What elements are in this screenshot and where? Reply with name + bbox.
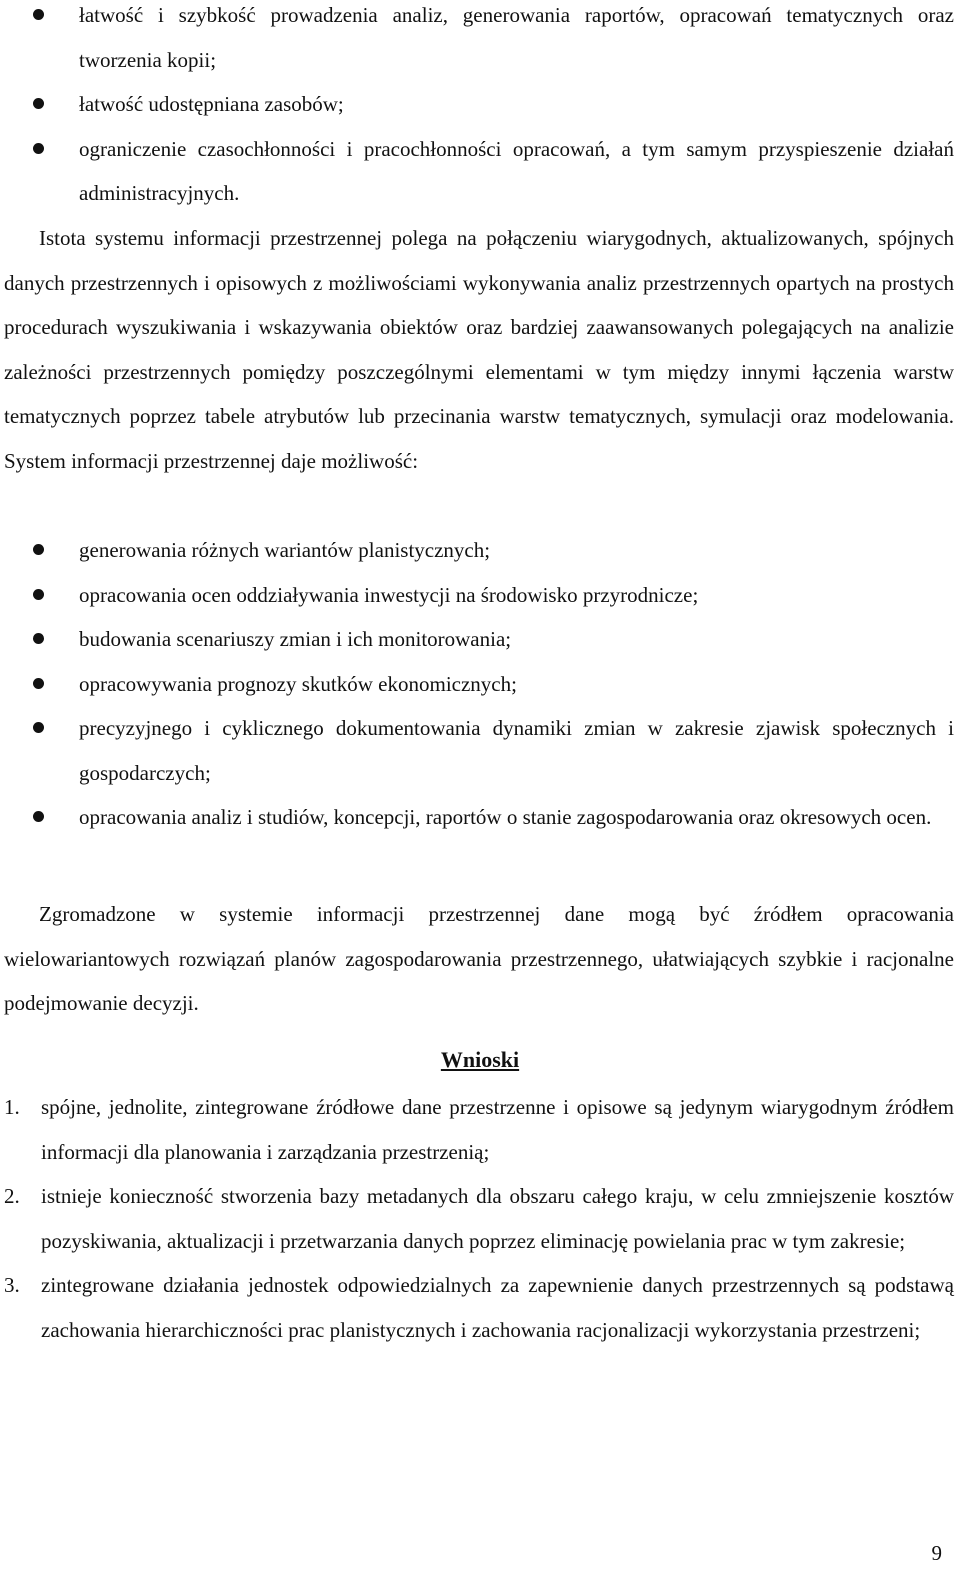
bullet-icon (33, 143, 44, 154)
conclusion-text: zintegrowane działania jednostek odpowiedzialnych za zapewnienie danych przestrzennych są podstawą zachowania hierarchiczności prac planistycznych i zachowania racjonalizacji wykorzystania przestrzeni; (41, 1273, 954, 1342)
bullet-item (4, 617, 954, 662)
bullet-icon (33, 633, 44, 644)
conclusion-number: 1. (4, 1095, 20, 1119)
conclusions-heading: Wnioski (440, 1047, 520, 1072)
paragraph-istota: Istota systemu informacji przestrzennej polega na połączeniu wiarygodnych, aktualizowanych, spójnych danych przestrzennych i opisowych z możliwościami wykonywania analiz przestrzennych opartych na prostych procedurach wyszukiwania i wskazywania obiektów oraz bardziej zaawansowanych polegających na analizie zależności przestrzennych pomiędzy poszczególnymi elementami w tym między innymi łączenia warstw tematycznych poprzez tabele atrybutów lub przecinania warstw tematycznych, symulacji oraz modelowania. System informacji przestrzennej daje możliwość: (4, 226, 954, 473)
bullet-item (4, 0, 954, 82)
top-bullet-section (4, 0, 954, 216)
conclusion-text: spójne, jednolite, zintegrowane źródłowe dane przestrzenne i opisowe są jedynym wiarygodnym źródłem informacji dla planowania i zarządzania przestrzenią; (41, 1095, 954, 1164)
bullet-text: łatwość udostępniana zasobów; (79, 92, 344, 116)
bullet-text: opracowania ocen oddziaływania inwestycji na środowisko przyrodnicze; (79, 582, 699, 607)
bullet-item (4, 706, 954, 795)
middle-bullet-list (4, 528, 954, 840)
paragraph-zgromadzone: Zgromadzone w systemie informacji przestrzennej dane mogą być źródłem opracowania wielowariantowych rozwiązań planów zagospodarowania przestrzennego, ułatwiających szybkie i racjonalne podejmowanie decyzji. (4, 902, 954, 1015)
bullet-icon (33, 811, 44, 822)
conclusion-item (4, 1085, 954, 1174)
bullet-icon (33, 544, 44, 555)
middle-bullet-section (4, 528, 954, 840)
bullet-item (4, 127, 954, 216)
bullet-icon (33, 678, 44, 689)
page-number: 9 (931, 1541, 942, 1565)
bullet-item (4, 528, 954, 573)
bullet-item (4, 662, 954, 707)
bullet-icon (33, 98, 44, 109)
conclusions-section (4, 1085, 954, 1352)
conclusion-number: 2. (4, 1184, 20, 1208)
conclusion-number: 3. (4, 1273, 20, 1297)
top-bullet-list (4, 0, 954, 216)
bullet-item (4, 795, 954, 840)
conclusions-list (4, 1085, 954, 1352)
bullet-text: generowania różnych wariantów planistycznych; (79, 538, 491, 562)
conclusion-item (4, 1174, 954, 1263)
bullet-text: opracowania analiz i studiów, koncepcji, raportów o stanie zagospodarowania oraz okresowych ocen. (79, 805, 932, 829)
bullet-text: precyzyjnego i cyklicznego dokumentowania dynamiki zmian w zakresie zjawisk społecznych i gospodarczych; (79, 716, 954, 785)
bullet-item (4, 573, 954, 618)
bullet-text: ograniczenie czasochłonności i pracochłonności opracowań, a tym samym przyspieszenie działań administracyjnych. (79, 136, 954, 205)
bullet-icon (33, 722, 44, 733)
bullet-text: opracowywania prognozy skutków ekonomicznych; (79, 671, 517, 696)
bullet-icon (33, 9, 44, 20)
bullet-item (4, 82, 954, 127)
bullet-text: budowania scenariuszy zmian i ich monitorowania; (79, 627, 512, 651)
conclusion-item (4, 1263, 954, 1352)
bullet-icon (33, 589, 44, 600)
conclusion-text: istnieje konieczność stworzenia bazy metadanych dla obszaru całego kraju, w celu zmniejszenie kosztów pozyskiwania, aktualizacji i przetwarzania danych poprzez eliminację powielania prac w tym zakresie; (41, 1184, 954, 1253)
bullet-text: łatwość i szybkość prowadzenia analiz, generowania raportów, opracowań tematycznych oraz tworzenia kopii; (79, 3, 954, 72)
